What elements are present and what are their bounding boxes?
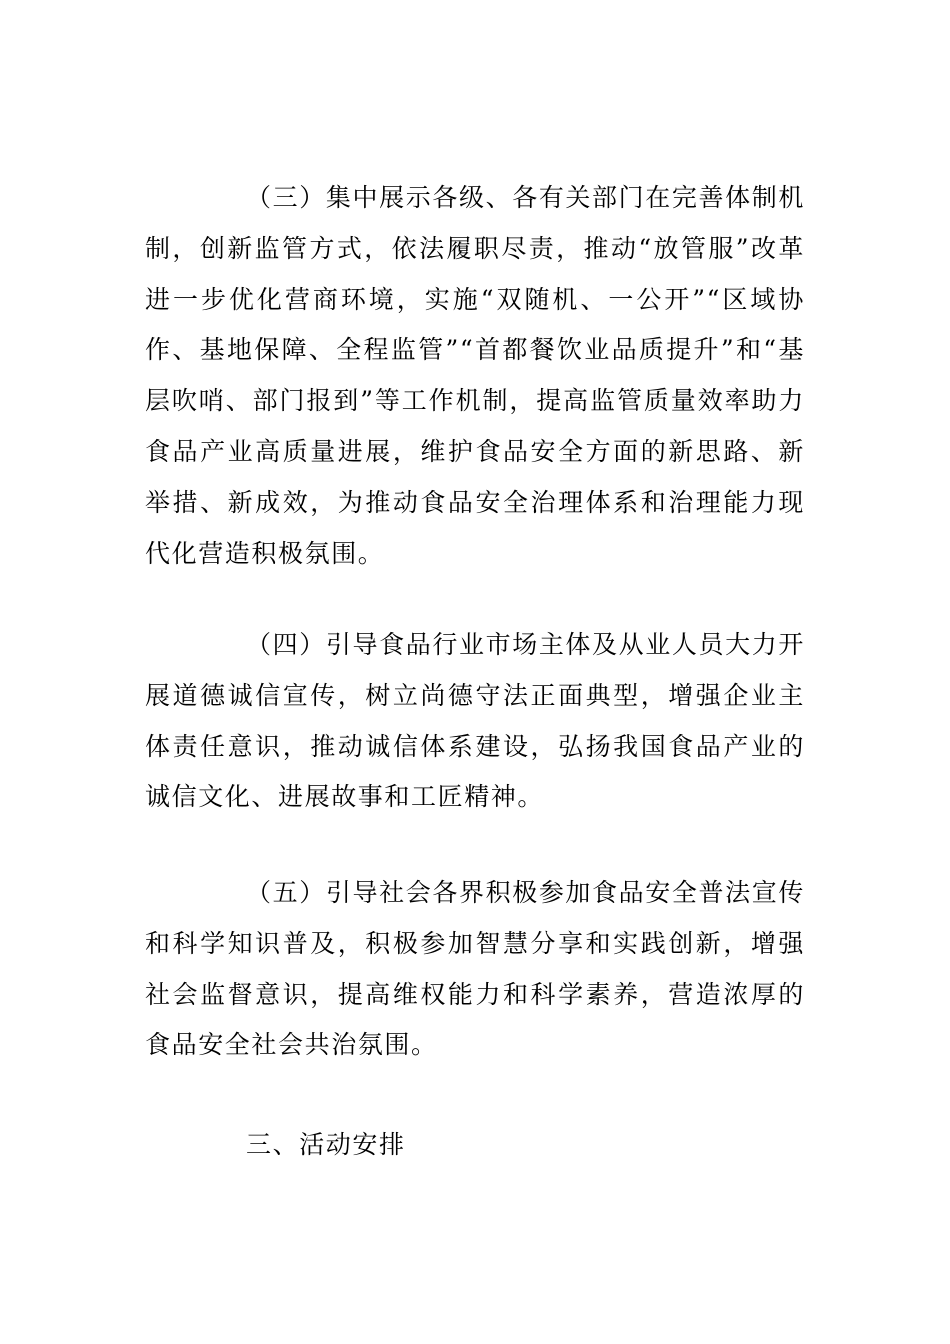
paragraph-section-5: （五）引导社会各界积极参加食品安全普法宣传和科学知识普及，积极参加智慧分享和实践创新，增强社会监督意识，提高维权能力和科学素养，营造浓厚的食品安全社会共治氛围。 [145,878,805,1060]
section-heading-activity-arrangement: 三、活动安排 [246,1130,406,1159]
paragraph-section-4: （四）引导食品行业市场主体及从业人员大力开展道德诚信宣传，树立尚德守法正面典型，增强企业主体责任意识，推动诚信体系建设，弘扬我国食品产业的诚信文化、进展故事和工匠精神。 [145,630,805,812]
paragraph-section-3: （三）集中展示各级、各有关部门在完善体制机制，创新监管方式，依法履职尽责，推动“放管服”改革进一步优化营商环境，实施“双随机、一公开”“区域协作、基地保障、全程监管”“首都餐饮业品质提升”和“基层吹哨、部门报到”等工作机制，提高监管质量效率助力食品产业高质量进展，维护食品安全方面的新思路、新举措、新成效，为推动食品安全治理体系和治理能力现代化营造积极氛围。 [145,183,805,568]
